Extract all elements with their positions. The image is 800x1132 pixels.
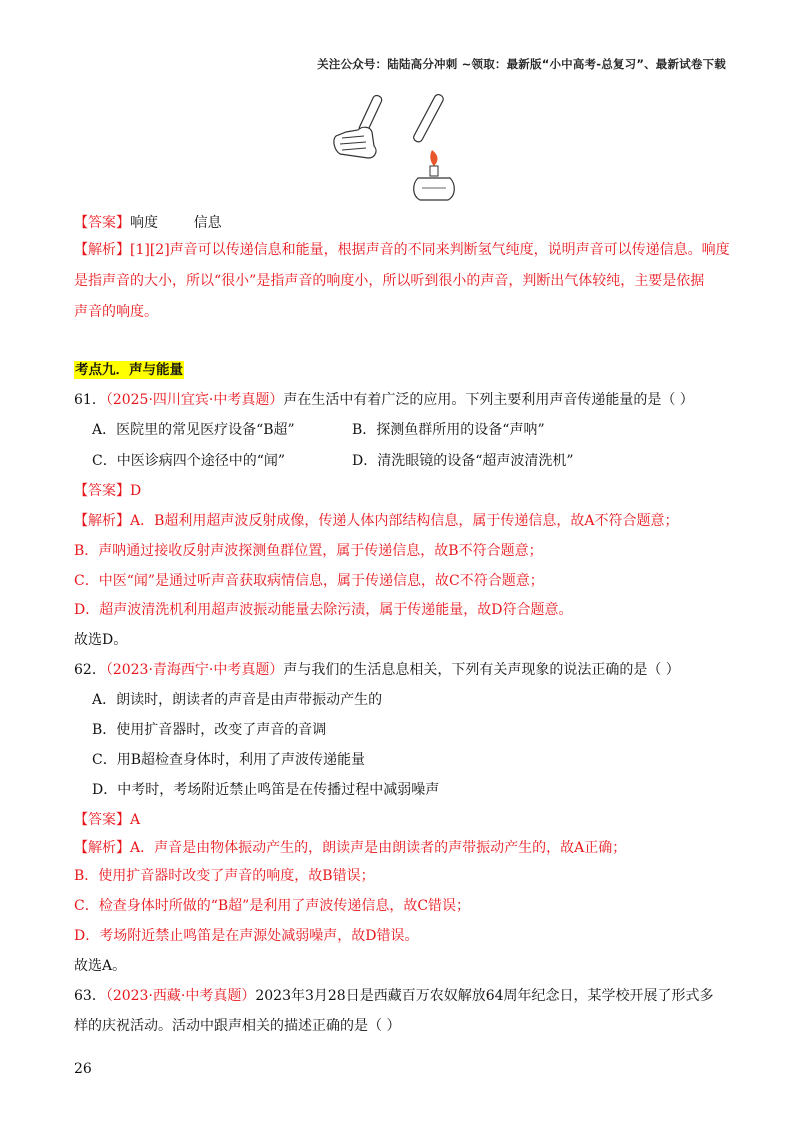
q61-option-c: C．中医诊病四个途径中的“闻” <box>92 453 286 469</box>
page-number: 26 <box>74 1061 92 1077</box>
q61-conclusion: 故选D。 <box>74 632 128 648</box>
q61-stem: 61．（2025·四川宜宾·中考真题）声在生活中有着广泛的应用。下列主要利用声音传递能量的是（ ） <box>74 392 694 408</box>
q61-analysis-line-4: D．超声波清洗机利用超声波振动能量去除污渍，属于传递能量，故D符合题意。 <box>74 602 573 618</box>
q62-analysis-line-3: C．检查身体时所做的“B超”是利用了声波传递信息，故C错误； <box>74 898 471 914</box>
prev-analysis-line-1: 【解析】[1][2]声音可以传递信息和能量，根据声音的不同来判断氢气纯度，说明声音可以传递信息。响度 <box>74 242 730 258</box>
q61-analysis-line-2: B．声呐通过接收反射声波探测鱼群位置，属于传递信息，故B不符合题意； <box>74 543 543 559</box>
analysis-label: 【解析】 <box>74 242 130 258</box>
answer-value: 响度 信息 <box>130 215 222 231</box>
q61-analysis-line-1: 【解析】A．B超利用超声波反射成像，传递人体内部结构信息，属于传递信息，故A不符合题意； <box>74 513 679 529</box>
q62-source: （2023·青海西宁·中考真题） <box>105 662 284 678</box>
q62-answer: 【答案】A <box>74 812 141 828</box>
q62-analysis-line-2: B．使用扩音器时改变了声音的响度，故B错误； <box>74 868 375 884</box>
q62-analysis-line-4: D．考场附近禁止鸣笛是在声源处减弱噪声，故D错误。 <box>74 928 419 944</box>
q62-option-b: B．使用扩音器时，改变了声音的音调 <box>92 722 327 738</box>
q61-analysis-line-3: C．中医“闻”是通过听声音获取病情信息，属于传递信息，故C不符合题意； <box>74 573 544 589</box>
q63-stem-line-1: 63．（2023·西藏·中考真题）2023年3月28日是西藏百万农奴解放64周年纪念日，某学校开展了形式多 <box>74 988 714 1004</box>
prev-analysis-line-3: 声音的响度。 <box>74 304 158 320</box>
q62-stem: 62．（2023·青海西宁·中考真题）声与我们的生活息息相关，下列有关声现象的说法正确的是（ ） <box>74 662 680 678</box>
section-title: 考点九．声与能量 <box>75 362 183 378</box>
q63-source: （2023·西藏·中考真题） <box>105 988 256 1004</box>
hand-holding-tube-icon <box>334 94 383 158</box>
q62-option-d: D．中考时，考场附近禁止鸣笛是在传播过程中减弱噪声 <box>92 782 440 798</box>
q61-option-a: A．医院里的常见医疗设备“B超” <box>92 422 295 438</box>
q62-conclusion: 故选A。 <box>74 958 127 974</box>
q61-answer: 【答案】D <box>74 483 142 499</box>
q62-analysis-line-1: 【解析】A．声音是由物体振动产生的，朗读声是由朗读者的声带振动产生的，故A正确； <box>74 840 627 856</box>
q61-source: （2025·四川宜宾·中考真题） <box>105 392 284 408</box>
prev-analysis-line-2: 是指声音的大小，所以“很小”是指声音的响度小，所以听到很小的声音，判断出气体较纯，主要是依据 <box>74 273 705 289</box>
test-tube-figure <box>328 92 458 204</box>
prev-answer-line <box>74 213 222 233</box>
answer-label: 【答案】 <box>74 215 130 231</box>
q61-option-b: B．探测鱼群所用的设备“声呐” <box>352 422 545 438</box>
q61-option-d: D．清洗眼镜的设备“超声波清洗机” <box>352 453 574 469</box>
q63-stem-line-2: 样的庆祝活动。活动中跟声相关的描述正确的是（ ） <box>74 1018 401 1034</box>
q62-option-c: C．用B超检查身体时，利用了声波传递能量 <box>92 752 365 768</box>
q62-option-a: A．朗读时，朗读者的声音是由声带振动产生的 <box>92 692 383 708</box>
test-tube-over-lamp-icon <box>412 93 454 200</box>
page-header: 关注公众号：陆陆高分冲刺 ~领取：最新版“小中高考-总复习”、最新试卷下载 <box>317 57 726 71</box>
